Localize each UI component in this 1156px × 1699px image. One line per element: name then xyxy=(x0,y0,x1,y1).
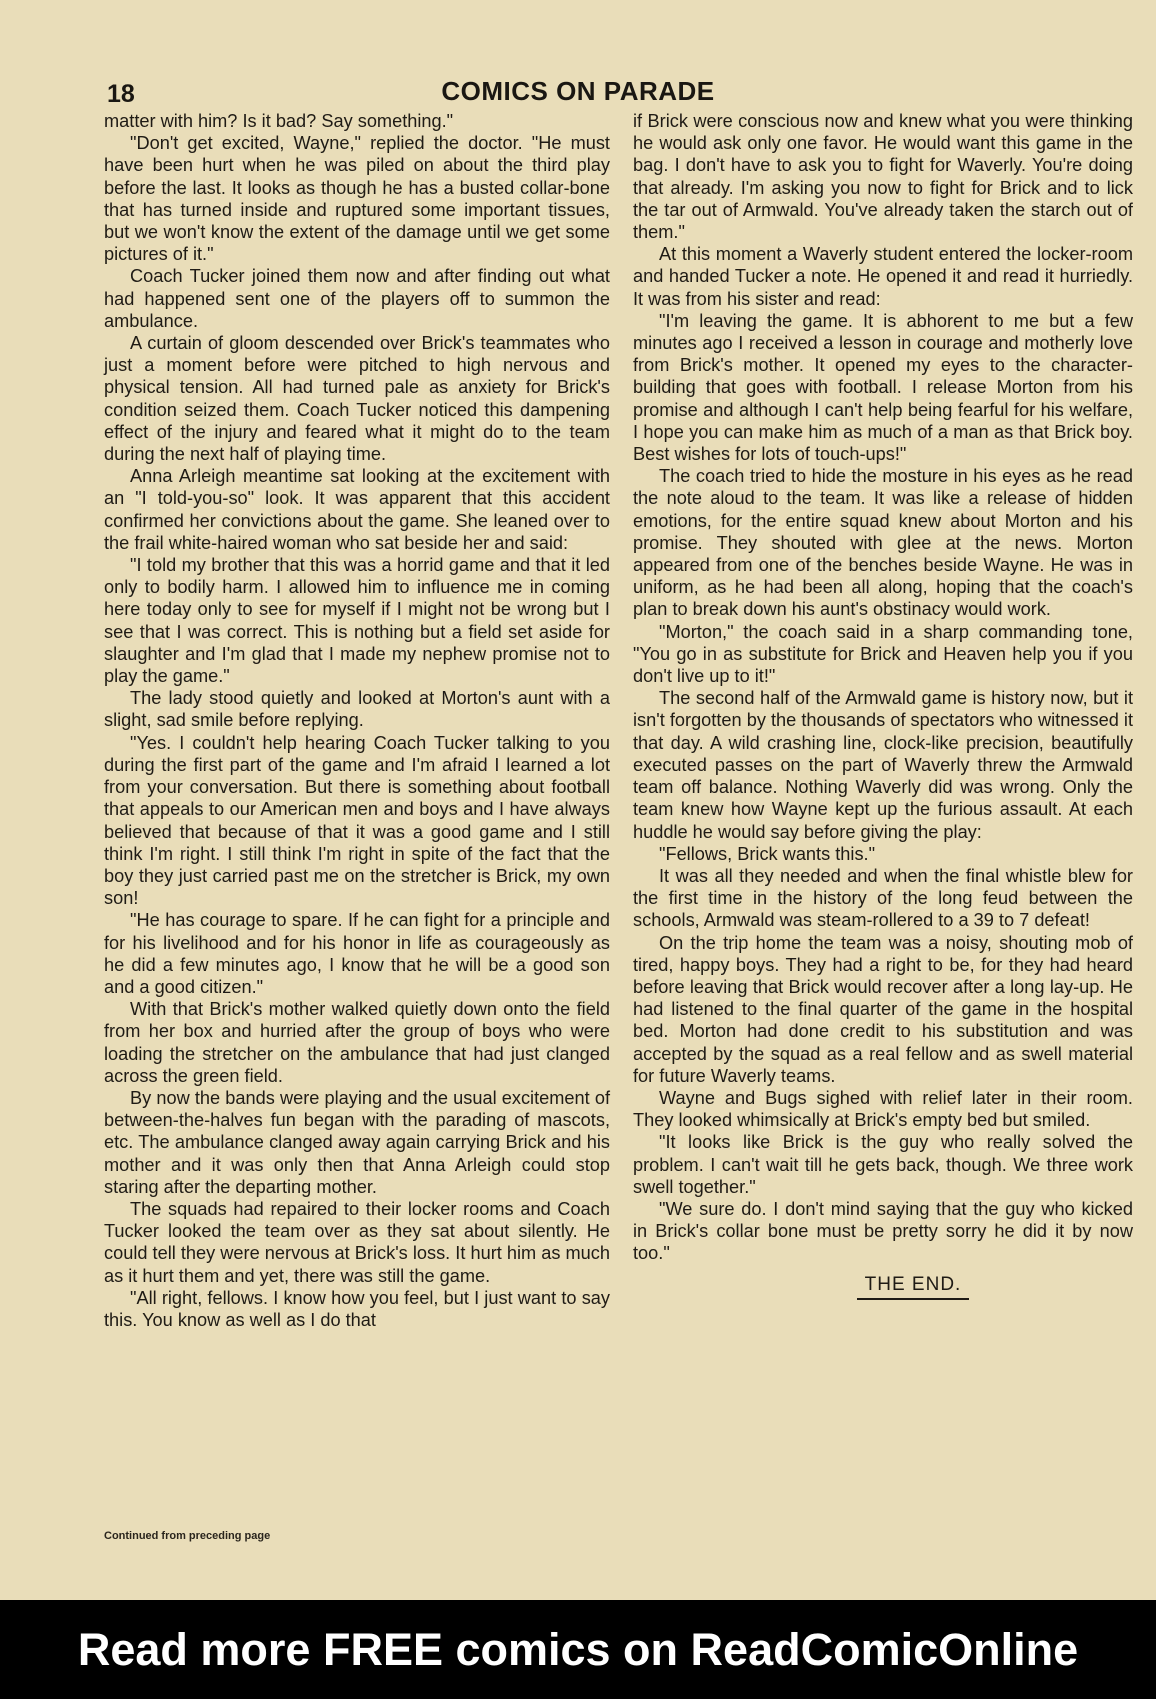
paragraph: By now the bands were playing and the usual excitement of between-the-halves fun began with the parading of mascots, etc. The ambulance clanged away again carrying Brick and his mother and it was only then that Anna Arleigh could stop staring after the departing mother. xyxy=(104,1087,610,1197)
paragraph: At this moment a Waverly student entered the locker-room and handed Tucker a note. He opened it and read it hurriedly. It was from his sister and read: xyxy=(633,244,1133,309)
the-end-marker xyxy=(633,1273,1133,1300)
paragraph: The second half of the Armwald game is history now, but it isn't forgotten by the thousands of spectators who witnessed it that day. A wild crashing line, clock-like precision, beautifully executed passes on the part of Waverly threw the Armwald team off balance. Nothing Waverly did was wrong. Only the team knew how Wayne kept up the furious assault. At each huddle he would say before giving the play: xyxy=(633,688,1133,842)
paragraph: if Brick were conscious now and knew what you were thinking he would ask only one favor. He would want this game in the bag. I don't have to ask you to fight for Waverly. You're doing that already. I'm asking you now to fight for Brick and to lick the tar out of Armwald. You've already taken the starch out of them." xyxy=(633,111,1133,243)
page-title: COMICS ON PARADE xyxy=(441,76,715,106)
paragraph: matter with him? Is it bad? Say something." xyxy=(104,111,454,131)
paragraph: "I'm leaving the game. It is abhorent to me but a few minutes ago I received a lesson in courage and motherly love from Brick's mother. It opened my eyes to the character-building that goes with football. I release Morton from his promise and although I can't help being fearful for his welfare, I hope you can make him as much of a man as that Brick boy. Best wishes for lots of touch-ups!" xyxy=(633,310,1133,465)
paragraph: "I told my brother that this was a horrid game and that it led only to bodily harm. I allowed him to influence me in coming here today only to see for myself if I might not be wrong but I see that I was correct. This is nothing but a field set aside for slaughter and I'm glad that I made my nephew promise not to play the game." xyxy=(104,555,610,687)
paragraph: Coach Tucker joined them now and after finding out what had happened sent one of the players off to summon the ambulance. xyxy=(104,266,610,331)
the-end-text: THE END. xyxy=(857,1274,970,1300)
continued-note: Continued from preceding page xyxy=(104,1530,271,1542)
paragraph: "All right, fellows. I know how you feel, but I just want to say this. You know as well as I do that xyxy=(104,1287,610,1330)
paragraph: With that Brick's mother walked quietly down onto the field from her box and hurried after the group of boys who were loading the stretcher on the ambulance that had just clanged across the green field. xyxy=(104,999,610,1086)
paragraph: "We sure do. I don't mind saying that the guy who kicked in Brick's collar bone must be pretty sorry he did it by now too." xyxy=(633,1198,1133,1264)
paragraph: The coach tried to hide the mosture in his eyes as he read the note aloud to the team. It was like a release of hidden emotions, for the entire squad knew about Morton and his promise. They shouted with glee at the news. Morton appeared from one of the benches beside Wayne. He was in uniform, as he had been all along, hoping that the coach's plan to break down his aunt's obstinacy would work. xyxy=(633,466,1133,620)
promo-banner: Read more FREE comics on ReadComicOnline xyxy=(0,1600,1156,1699)
left-text-column xyxy=(104,110,610,1331)
paragraph: A curtain of gloom descended over Brick's teammates who just a moment before were pitched to high nervous and physical tension. All had turned pale as anxiety for Brick's condition seized them. Coach Tucker noticed this dampening effect of the injury and feared what it might do to the team during the next half of playing time. xyxy=(104,333,610,465)
paragraph: "It looks like Brick is the guy who really solved the problem. I can't wait till he gets back, though. We three work swell together." xyxy=(633,1132,1133,1197)
paragraph: The lady stood quietly and looked at Morton's aunt with a slight, sad smile before replying. xyxy=(104,688,610,731)
paragraph: On the trip home the team was a noisy, shouting mob of tired, happy boys. They had a right to be, for they had heard before leaving that Brick would recover after a long lay-up. He had listened to the final quarter of the game in the hospital bed. Morton had done credit to his substitution and was accepted by the squad as a real fellow and as swell material for future Waverly teams. xyxy=(633,932,1133,1086)
paragraph: "Yes. I couldn't help hearing Coach Tucker talking to you during the first part of the game and I'm afraid I learned a lot from your conversation. But there is something about football that appeals to our American men and boys and I have always believed that because of that it was a good game and I still think I'm right. I still think I'm right in spite of the fact that the boy they just carried past me on the stretcher is Brick, my own son! xyxy=(104,732,610,909)
paragraph: Anna Arleigh meantime sat looking at the excitement with an "I told-you-so" look. It was apparent that this accident confirmed her convictions about the game. She leaned over to the frail white-haired woman who sat beside her and said: xyxy=(104,466,610,553)
paragraph: "He has courage to spare. If he can fight for a principle and for his livelihood and for his honor in life as courageously as he did a few minutes ago, I know that he will be a good son and a good citizen." xyxy=(104,910,610,997)
paragraph: "Fellows, Brick wants this." xyxy=(659,843,876,864)
paragraph: Wayne and Bugs sighed with relief later in their room. They looked whimsically at Brick's empty bed but smiled. xyxy=(633,1087,1133,1131)
paragraph: "Morton," the coach said in a sharp commanding tone, "You go in as substitute for Brick and Heaven help you if you don't live up to it!" xyxy=(633,621,1133,687)
right-text-column xyxy=(633,110,1133,1300)
paragraph: It was all they needed and when the final whistle blew for the first time in the history of the long feud between the schools, Armwald was steam-rollered to a 39 to 7 defeat! xyxy=(633,865,1133,931)
paragraph: The squads had repaired to their locker rooms and Coach Tucker looked the team over as they sat about silently. He could tell they were nervous at Brick's loss. It hurt him as much as it hurt them and yet, there was still the game. xyxy=(104,1198,610,1286)
paragraph: "Don't get excited, Wayne," replied the doctor. "He must have been hurt when he was piled on about the third play before the last. It looks as though he has a busted collar-bone that has turned inside and ruptured some important tissues, but we won't know the extent of the damage until we get some pictures of it." xyxy=(104,133,610,265)
page-number: 18 xyxy=(107,80,135,108)
